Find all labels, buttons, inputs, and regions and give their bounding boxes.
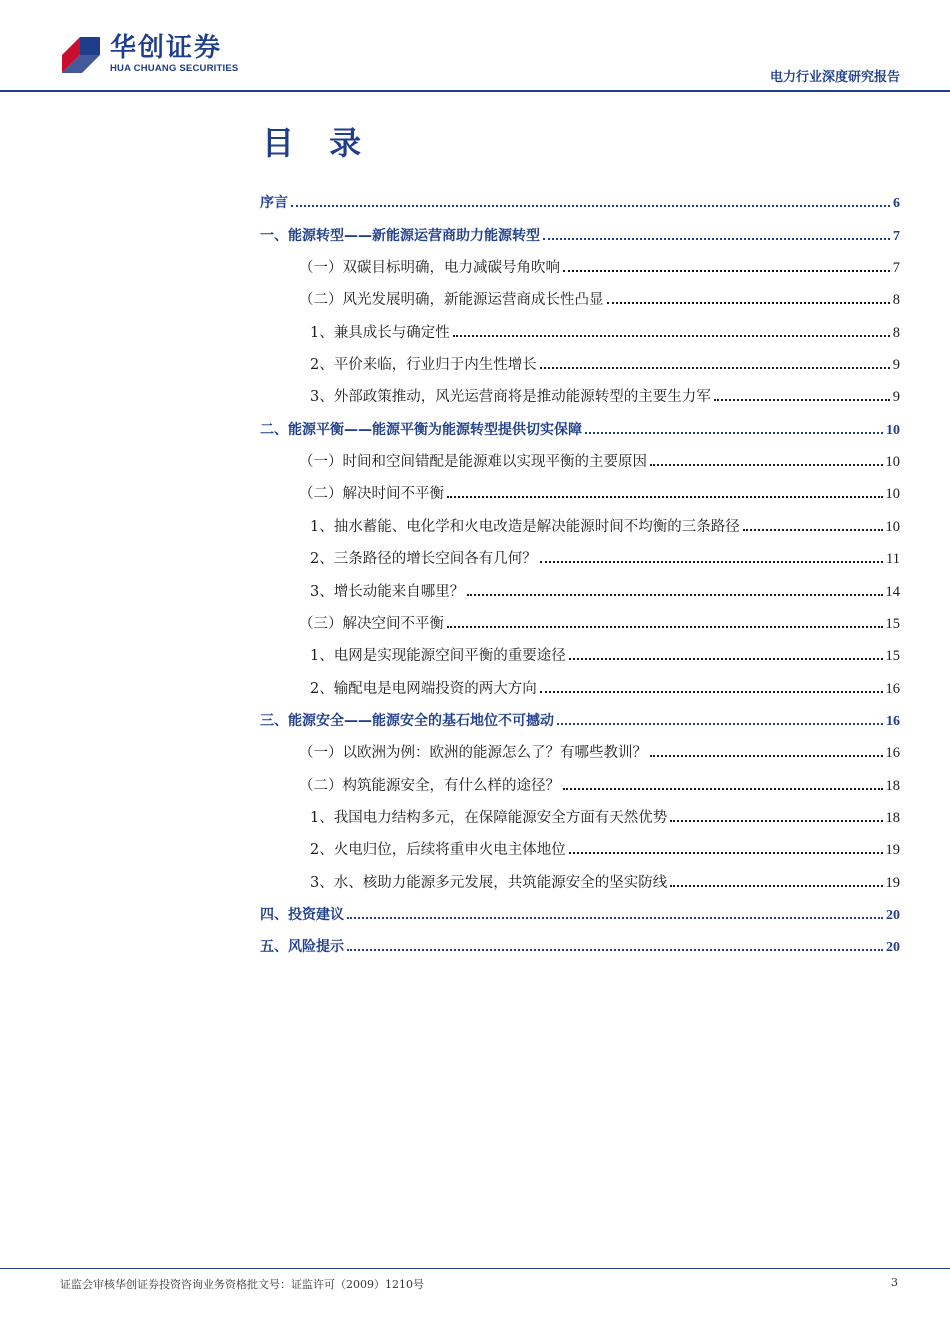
toc-leader-dots <box>670 884 882 887</box>
toc-leader-dots <box>743 528 883 531</box>
header-divider <box>0 90 950 92</box>
toc-entry-title: 1、抽水蓄能、电化学和火电改造是解决能源时间不均衡的三条路径 <box>310 519 740 535</box>
toc-entry-page: 7 <box>893 229 900 244</box>
toc-entry-title: 五、风险提示 <box>260 939 344 955</box>
toc-leader-dots <box>650 754 883 757</box>
toc-entry[interactable] <box>260 188 900 212</box>
toc-entry-page: 10 <box>885 454 900 470</box>
toc-entry-page: 16 <box>886 714 900 729</box>
toc-entry-page: 8 <box>892 292 900 308</box>
toc-leader-dots <box>540 690 883 693</box>
toc-entry[interactable] <box>260 641 900 665</box>
toc-entry-page: 10 <box>885 519 900 535</box>
toc-entry-title: （一）时间和空间错配是能源难以实现平衡的主要原因 <box>299 454 647 470</box>
toc-entry-page: 20 <box>886 940 900 955</box>
toc-entry[interactable] <box>260 577 900 601</box>
toc-entry[interactable] <box>260 415 900 439</box>
toc-leader-dots <box>557 722 883 725</box>
toc-leader-dots <box>585 431 883 434</box>
toc-entry-title: 1、兼具成长与确定性 <box>310 325 450 341</box>
toc-entry-page: 10 <box>886 423 900 438</box>
toc-entry-page: 19 <box>885 875 900 891</box>
toc-entry[interactable] <box>260 835 900 859</box>
toc-entry[interactable] <box>260 900 900 924</box>
toc-entry-page: 14 <box>885 584 900 600</box>
toc-entry-page: 10 <box>885 486 900 502</box>
toc-entry[interactable] <box>260 221 900 245</box>
toc-entry-title: 1、我国电力结构多元，在保障能源安全方面有天然优势 <box>310 810 668 826</box>
toc-leader-dots <box>453 334 890 337</box>
toc-entry-page: 8 <box>892 325 900 341</box>
toc-leader-dots <box>563 787 883 790</box>
toc-entry[interactable] <box>260 674 900 698</box>
logo-chinese-name: 华创证券 <box>110 33 223 63</box>
toc-entry[interactable] <box>260 318 900 342</box>
toc-entry-page: 18 <box>885 778 900 794</box>
toc-entry-title: 3、增长动能来自哪里？ <box>310 584 465 600</box>
toc-entry[interactable] <box>260 544 900 568</box>
toc-leader-dots <box>447 495 883 498</box>
toc-leader-dots <box>607 301 890 304</box>
logo-english-name: HUA CHUANG SECURITIES <box>110 63 239 74</box>
toc-entry[interactable] <box>260 771 900 795</box>
toc-entry[interactable] <box>260 738 900 762</box>
toc-entry[interactable] <box>260 609 900 633</box>
toc-entry-title: （一）以欧洲为例：欧洲的能源怎么了？有哪些教训？ <box>299 745 647 761</box>
toc-entry-title: 2、平价来临，行业归于内生性增长 <box>310 357 537 373</box>
toc-entry-title: （二）解决时间不平衡 <box>299 486 444 502</box>
toc-entry-title: 序言 <box>260 195 288 211</box>
toc-entry-page: 19 <box>885 842 900 858</box>
toc-entry[interactable] <box>260 512 900 536</box>
toc-entry-page: 7 <box>892 260 900 276</box>
toc-entry-title: （三）解决空间不平衡 <box>299 616 444 632</box>
toc-leader-dots <box>670 819 882 822</box>
toc-entry-title: 2、火电归位，后续将重申火电主体地位 <box>310 842 566 858</box>
toc-entry-page: 6 <box>893 196 900 211</box>
toc-entry[interactable] <box>260 382 900 406</box>
toc-leader-dots <box>540 560 883 563</box>
toc-entry-title: 3、外部政策推动，风光运营商将是推动能源转型的主要生力军 <box>310 389 711 405</box>
toc-entry[interactable] <box>260 803 900 827</box>
company-logo <box>60 33 238 75</box>
toc-leader-dots <box>563 269 890 272</box>
toc-entry-title: （一）双碳目标明确，电力减碳号角吹响 <box>299 260 560 276</box>
toc-entry-title: 四、投资建议 <box>260 907 344 923</box>
footer-divider <box>0 1268 950 1269</box>
toc-entry[interactable] <box>260 253 900 277</box>
toc-entry-page: 9 <box>892 357 900 373</box>
toc-entry-title: 1、电网是实现能源空间平衡的重要途径 <box>310 648 566 664</box>
toc-entry-page: 11 <box>886 551 900 567</box>
toc-entry-page: 16 <box>885 745 900 761</box>
toc-entry-title: 一、能源转型——新能源运营商助力能源转型 <box>260 228 540 244</box>
toc-entry-title: 2、输配电是电网端投资的两大方向 <box>310 681 537 697</box>
toc-leader-dots <box>347 916 883 919</box>
toc-entry[interactable] <box>260 447 900 471</box>
toc-leader-dots <box>569 851 883 854</box>
toc-leader-dots <box>569 657 883 660</box>
report-type: 电力行业深度研究报告 <box>769 70 900 85</box>
toc-leader-dots <box>650 463 883 466</box>
toc-entry[interactable] <box>260 932 900 956</box>
toc-entry-page: 20 <box>886 908 900 923</box>
toc-entry-page: 16 <box>885 681 900 697</box>
toc-entry-title: （二）构筑能源安全，有什么样的途径？ <box>299 778 560 794</box>
toc-entry-page: 9 <box>892 389 900 405</box>
toc-leader-dots <box>714 398 890 401</box>
toc-leader-dots <box>467 593 882 596</box>
toc-entry-page: 18 <box>885 810 900 826</box>
toc-entry-title: 二、能源平衡——能源平衡为能源转型提供切实保障 <box>260 422 582 438</box>
toc-leader-dots <box>543 237 890 240</box>
toc-leader-dots <box>447 625 883 628</box>
toc-entry-title: 三、能源安全——能源安全的基石地位不可撼动 <box>260 713 554 729</box>
toc-title: 目 录 <box>262 124 374 162</box>
toc-entry-page: 15 <box>885 616 900 632</box>
toc-entry[interactable] <box>260 868 900 892</box>
toc-entry-title: 2、三条路径的增长空间各有几何？ <box>310 551 537 567</box>
footer-disclaimer: 证监会审核华创证券投资咨询业务资格批文号：证监许可（2009）1210号 <box>60 1278 424 1291</box>
toc-entry[interactable] <box>260 285 900 309</box>
toc-entry-title: 3、水、核助力能源多元发展，共筑能源安全的坚实防线 <box>310 875 668 891</box>
page-number: 3 <box>891 1276 898 1289</box>
toc-leader-dots <box>347 948 883 951</box>
toc-entry[interactable] <box>260 479 900 503</box>
toc-entry-page: 15 <box>885 648 900 664</box>
toc-entry[interactable] <box>260 706 900 730</box>
logo-mark-icon <box>60 33 102 75</box>
toc-leader-dots <box>540 366 890 369</box>
toc-entry-title: （二）风光发展明确，新能源运营商成长性凸显 <box>299 292 604 308</box>
toc-entry[interactable] <box>260 350 900 374</box>
toc-leader-dots <box>291 204 890 207</box>
